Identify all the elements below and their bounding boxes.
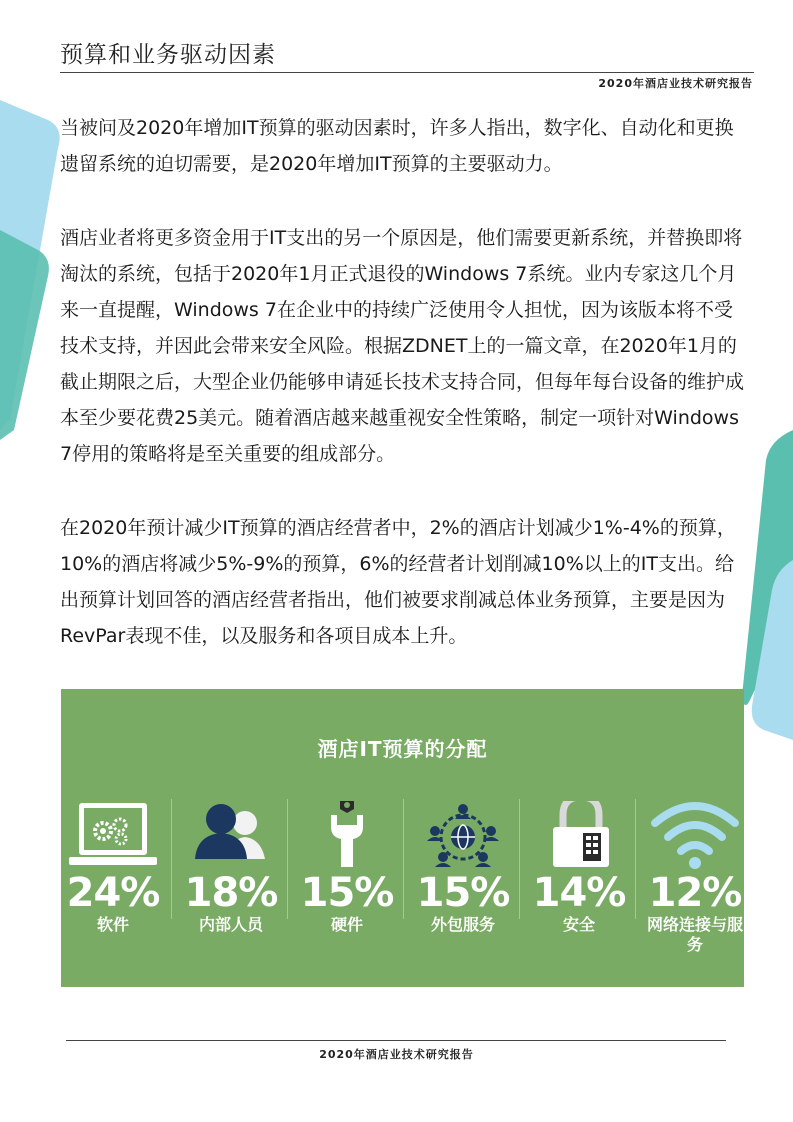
budget-item-staff: [175, 801, 287, 971]
globe-network-icon: [413, 801, 513, 869]
budget-percent: 15%: [416, 870, 510, 916]
budget-percent: 24%: [66, 870, 160, 916]
header-divider: [60, 72, 754, 73]
paragraph-1: 当被问及2020年增加IT预算的驱动因素时，许多人指出，数字化、自动化和更换遗留系统的迫切需要，是2020年增加IT预算的主要驱动力。: [60, 117, 734, 175]
budget-item-hardware: [291, 801, 403, 971]
infographic-title: 酒店IT预算的分配: [317, 737, 488, 761]
column-divider: [519, 799, 520, 919]
computer-gears-icon: [63, 801, 163, 869]
padlock-icon: [529, 801, 629, 869]
paragraph-3: 在2020年预计减少IT预算的酒店经营者中，2%的酒店计划减少1%-4%的预算，10%的酒店将减少5%-9%的预算，6%的经营者计划削减10%以上的IT支出。给出预算计划回答的酒店经营者指出，他们被要求削减总体业务预算，主要是因为RevPar表现不佳，以及服务和各项目成本上升。: [60, 517, 736, 647]
wrench-icon: [297, 801, 397, 869]
budget-label: 网络连接与服务: [646, 915, 743, 954]
budget-label: 硬件: [330, 915, 363, 934]
budget-percent: 12%: [648, 870, 742, 916]
budget-percent: 18%: [184, 870, 278, 916]
column-divider: [287, 799, 288, 919]
column-divider: [403, 799, 404, 919]
budget-percent: 14%: [532, 870, 626, 916]
footer-divider: [66, 1040, 726, 1041]
budget-label: 内部人员: [198, 915, 263, 934]
budget-label: 外包服务: [430, 915, 495, 934]
budget-label: 软件: [96, 915, 129, 934]
budget-item-outsourcing: [407, 801, 519, 971]
page-title: 预算和业务驱动因素: [60, 42, 276, 68]
budget-item-software: [57, 801, 169, 971]
header-report-name: 2020年酒店业技术研究报告: [598, 77, 753, 90]
column-divider: [171, 799, 172, 919]
wifi-icon: [645, 801, 745, 869]
budget-label: 安全: [562, 915, 595, 934]
column-divider: [635, 799, 636, 919]
footer-report-name: 2020年酒店业技术研究报告: [319, 1048, 474, 1061]
people-icon: [181, 801, 281, 869]
budget-percent: 15%: [300, 870, 394, 916]
budget-item-security: [523, 801, 635, 971]
paragraph-2: 酒店业者将更多资金用于IT支出的另一个原因是，他们需要更新系统，并替换即将淘汰的系统，包括于2020年1月正式退役的Windows 7系统。业内专家这几个月来一直提醒，Windows 7在企业中的持续广泛使用令人担忧，因为该版本将不受技术支持，并因此会带来安全风险。根据ZDNET上的一篇文章，在2020年1月的截止期限之后，大型企业仍能够申请延长技术支持合同，但每年每台设备的维护成本至少要花费25美元。随着酒店越来越重视安全性策略，制定一项针对Windows 7停用的策略将是至关重要的组成部分。: [60, 227, 745, 465]
budget-item-network: [639, 801, 751, 971]
it-budget-infographic: [61, 689, 744, 987]
